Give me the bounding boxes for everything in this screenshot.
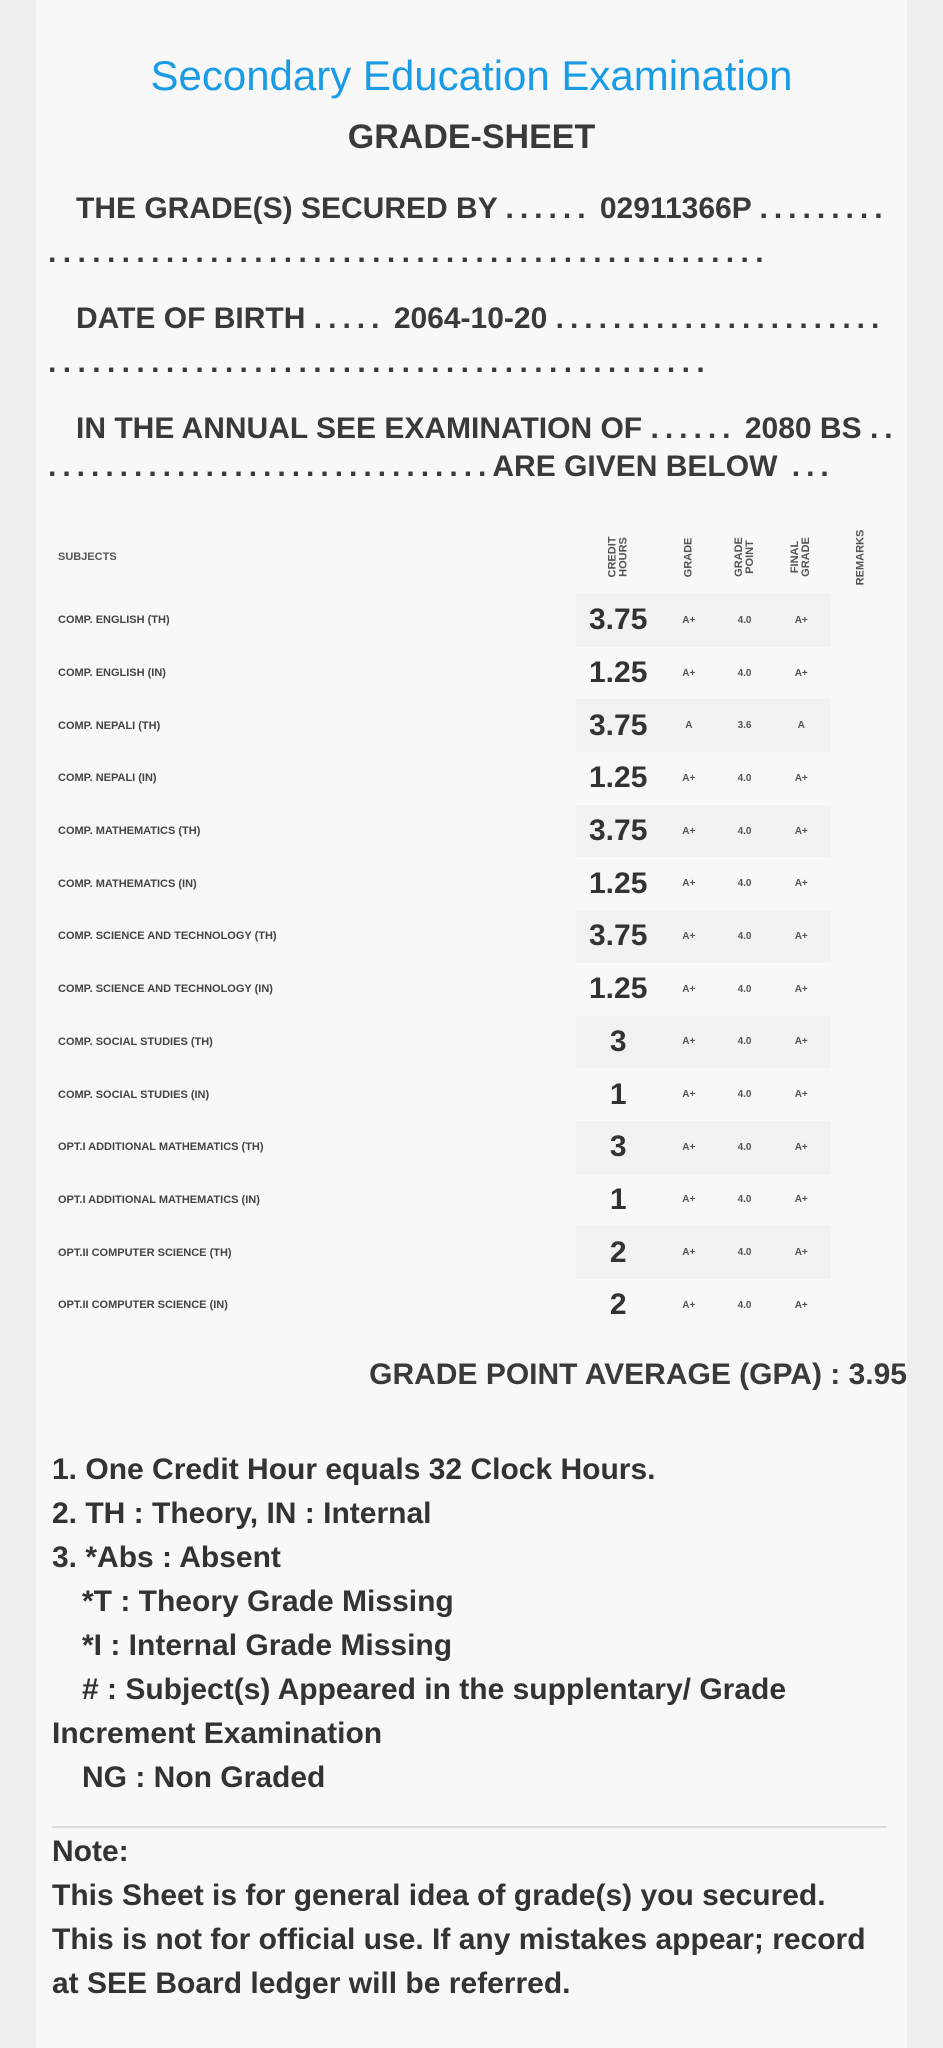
table-row bbox=[46, 963, 891, 1016]
divider bbox=[52, 1826, 887, 1828]
exam-label: IN THE ANNUAL SEE EXAMINATION OF bbox=[76, 412, 643, 445]
table-row bbox=[46, 1068, 891, 1121]
credit-hours-cell: 3.75 bbox=[576, 594, 660, 647]
remarks-cell bbox=[831, 1068, 891, 1121]
grade-cell: A+ bbox=[682, 983, 696, 995]
grade-cell: A+ bbox=[660, 1016, 718, 1069]
grade-point-cell: 4.0 bbox=[737, 983, 752, 995]
credit-hours-cell: 1.25 bbox=[588, 866, 648, 900]
table-row bbox=[46, 594, 891, 647]
grade-cell: A+ bbox=[682, 772, 696, 784]
final-grade-cell: A+ bbox=[794, 1299, 808, 1311]
symbol-number: 02911366P bbox=[599, 192, 752, 225]
credit-hours-cell: 2 bbox=[576, 1226, 660, 1279]
credit-hours-cell: 3.75 bbox=[576, 805, 660, 858]
grade-point-cell: 4.0 bbox=[737, 1194, 752, 1206]
grade-cell: A+ bbox=[660, 910, 718, 963]
grade-point-cell: 4.0 bbox=[737, 1089, 752, 1101]
subject-cell: COMP. SOCIAL STUDIES (TH) bbox=[58, 1035, 213, 1048]
credit-hours-cell: 1 bbox=[609, 1182, 627, 1216]
legend-item: *I : Internal Grade Missing bbox=[82, 1629, 453, 1662]
legend-item: 2. TH : Theory, IN : Internal bbox=[52, 1497, 432, 1530]
final-grade-cell: A+ bbox=[794, 772, 808, 784]
note-section bbox=[52, 1830, 887, 2006]
grade-cell: A+ bbox=[682, 667, 696, 679]
header-remarks: REMARKS bbox=[854, 529, 867, 586]
subject-cell: COMP. SCIENCE AND TECHNOLOGY (IN) bbox=[58, 983, 273, 996]
credit-hours-cell: 3 bbox=[576, 1121, 660, 1174]
subject-cell: OPT.II COMPUTER SCIENCE (IN) bbox=[58, 1299, 228, 1312]
gpa-summary: GRADE POINT AVERAGE (GPA) : 3.95 bbox=[369, 1358, 907, 1391]
dob-label: DATE OF BIRTH bbox=[76, 302, 306, 335]
legend-item: *T : Theory Grade Missing bbox=[82, 1585, 454, 1618]
credit-hours-cell: 1.25 bbox=[588, 761, 648, 795]
subject-cell: COMP. MATHEMATICS (IN) bbox=[58, 877, 197, 890]
legend-item: # : Subject(s) Appeared in the supplentary/ Grade bbox=[82, 1673, 787, 1706]
final-grade-cell: A+ bbox=[794, 1194, 808, 1206]
subject-cell: COMP. NEPALI (IN) bbox=[58, 772, 157, 785]
header-grade: GRADE bbox=[682, 537, 695, 578]
grade-cell: A+ bbox=[660, 1121, 718, 1174]
remarks-cell bbox=[831, 594, 891, 647]
remarks-cell bbox=[831, 910, 891, 963]
final-grade-cell: A+ bbox=[771, 910, 831, 963]
remarks-cell bbox=[831, 752, 891, 805]
remarks-cell bbox=[831, 1226, 891, 1279]
credit-hours-cell: 1.25 bbox=[588, 972, 648, 1006]
legend-item: NG : Non Graded bbox=[82, 1761, 326, 1794]
header-subjects: SUBJECTS bbox=[58, 551, 117, 563]
table-row bbox=[46, 1016, 891, 1069]
dob-line: DATE OF BIRTH ..... 2064-10-20 ....................... bbox=[76, 302, 886, 335]
remarks-cell bbox=[831, 805, 891, 858]
grade-cell: A+ bbox=[660, 805, 718, 858]
grade-point-cell: 4.0 bbox=[718, 594, 772, 647]
final-grade-cell: A+ bbox=[794, 1089, 808, 1101]
secured-by-line: THE GRADE(S) SECURED BY ...... 02911366P ......... bbox=[76, 192, 889, 225]
credit-hours-cell: 2 bbox=[609, 1288, 627, 1322]
grade-cell: A+ bbox=[682, 878, 696, 890]
header-credit-hours: CREDIT HOURS bbox=[606, 536, 630, 578]
final-grade-cell: A bbox=[771, 699, 831, 752]
final-grade-cell: A+ bbox=[771, 1121, 831, 1174]
note-text: This Sheet is for general idea of grade(s) you secured. This is not for official use. If any mistakes appear; record at SEE Board ledger will be referred. bbox=[52, 1879, 866, 2000]
grade-point-cell: 4.0 bbox=[718, 1226, 772, 1279]
legend-item: 3. *Abs : Absent bbox=[52, 1541, 281, 1574]
legend-item: Increment Examination bbox=[52, 1717, 383, 1750]
subject-cell: COMP. SOCIAL STUDIES (IN) bbox=[58, 1088, 210, 1101]
final-grade-cell: A+ bbox=[794, 667, 808, 679]
subject-cell: OPT.II COMPUTER SCIENCE (TH) bbox=[58, 1246, 232, 1259]
final-grade-cell: A+ bbox=[771, 1016, 831, 1069]
remarks-cell bbox=[831, 1279, 891, 1332]
dob-value: 2064-10-20 bbox=[393, 302, 548, 335]
remarks-cell bbox=[831, 1121, 891, 1174]
table-row bbox=[46, 647, 891, 700]
final-grade-cell: A+ bbox=[771, 594, 831, 647]
subject-cell: COMP. MATHEMATICS (TH) bbox=[58, 825, 201, 838]
remarks-cell bbox=[831, 647, 891, 700]
credit-hours-cell: 3 bbox=[576, 1016, 660, 1069]
table-row bbox=[46, 1174, 891, 1227]
table-row bbox=[46, 1226, 891, 1279]
subject-cell: COMP. SCIENCE AND TECHNOLOGY (TH) bbox=[58, 930, 277, 943]
grade-point-cell: 4.0 bbox=[737, 1299, 752, 1311]
table-row bbox=[46, 699, 891, 752]
given-below-line: ...............................ARE GIVEN BELOW ... bbox=[48, 450, 835, 483]
final-grade-cell: A+ bbox=[771, 1226, 831, 1279]
grade-cell: A bbox=[660, 699, 718, 752]
table-row bbox=[46, 805, 891, 858]
final-grade-cell: A+ bbox=[794, 983, 808, 995]
subject-cell: OPT.I ADDITIONAL MATHEMATICS (TH) bbox=[58, 1141, 264, 1154]
remarks-cell bbox=[831, 1016, 891, 1069]
dotted-leader: ................................................. bbox=[48, 236, 771, 269]
grade-sheet bbox=[36, 0, 907, 2048]
final-grade-cell: A+ bbox=[794, 878, 808, 890]
grade-point-cell: 4.0 bbox=[718, 910, 772, 963]
header-grade-point: GRADE POINT bbox=[732, 537, 756, 577]
credit-hours-cell: 1.25 bbox=[588, 656, 648, 690]
grade-point-cell: 4.0 bbox=[737, 772, 752, 784]
grade-cell: A+ bbox=[682, 1194, 696, 1206]
grade-point-cell: 4.0 bbox=[718, 1121, 772, 1174]
grade-point-cell: 4.0 bbox=[737, 878, 752, 890]
grades-table bbox=[46, 520, 891, 1332]
table-row bbox=[46, 752, 891, 805]
note-label: Note: bbox=[52, 1835, 129, 1868]
grade-cell: A+ bbox=[660, 594, 718, 647]
grade-point-cell: 4.0 bbox=[718, 805, 772, 858]
grade-cell: A+ bbox=[682, 1089, 696, 1101]
grade-cell: A+ bbox=[682, 1299, 696, 1311]
given-below-text: ARE GIVEN BELOW bbox=[492, 450, 778, 483]
remarks-cell bbox=[831, 963, 891, 1016]
subject-cell: OPT.I ADDITIONAL MATHEMATICS (IN) bbox=[58, 1193, 260, 1206]
exam-line: IN THE ANNUAL SEE EXAMINATION OF ...... 2080 BS .. bbox=[76, 412, 899, 445]
subject-cell: COMP. ENGLISH (TH) bbox=[58, 614, 170, 627]
legend-list bbox=[52, 1448, 882, 1800]
remarks-cell bbox=[831, 1174, 891, 1227]
dotted-leader: ............................................. bbox=[48, 346, 712, 379]
exam-title: Secondary Education Examination bbox=[150, 52, 793, 99]
grade-cell: A+ bbox=[660, 1226, 718, 1279]
remarks-cell bbox=[831, 857, 891, 910]
table-row bbox=[46, 910, 891, 963]
grade-point-cell: 4.0 bbox=[718, 1016, 772, 1069]
table-header-row bbox=[46, 520, 891, 594]
table-row bbox=[46, 1279, 891, 1332]
legend-item: 1. One Credit Hour equals 32 Clock Hours. bbox=[52, 1453, 656, 1486]
final-grade-cell: A+ bbox=[771, 805, 831, 858]
credit-hours-cell: 3.75 bbox=[576, 910, 660, 963]
remarks-cell bbox=[831, 699, 891, 752]
header-final-grade: FINAL GRADE bbox=[789, 537, 813, 577]
credit-hours-cell: 3.75 bbox=[576, 699, 660, 752]
grade-point-cell: 3.6 bbox=[718, 699, 772, 752]
secured-by-label: THE GRADE(S) SECURED BY bbox=[76, 192, 498, 225]
table-row bbox=[46, 857, 891, 910]
grade-point-cell: 4.0 bbox=[737, 667, 752, 679]
subject-cell: COMP. NEPALI (TH) bbox=[58, 719, 161, 732]
credit-hours-cell: 1 bbox=[609, 1077, 627, 1111]
sheet-subtitle: GRADE-SHEET bbox=[347, 118, 596, 156]
table-row bbox=[46, 1121, 891, 1174]
subject-cell: COMP. ENGLISH (IN) bbox=[58, 667, 166, 680]
exam-year: 2080 BS bbox=[744, 412, 862, 445]
